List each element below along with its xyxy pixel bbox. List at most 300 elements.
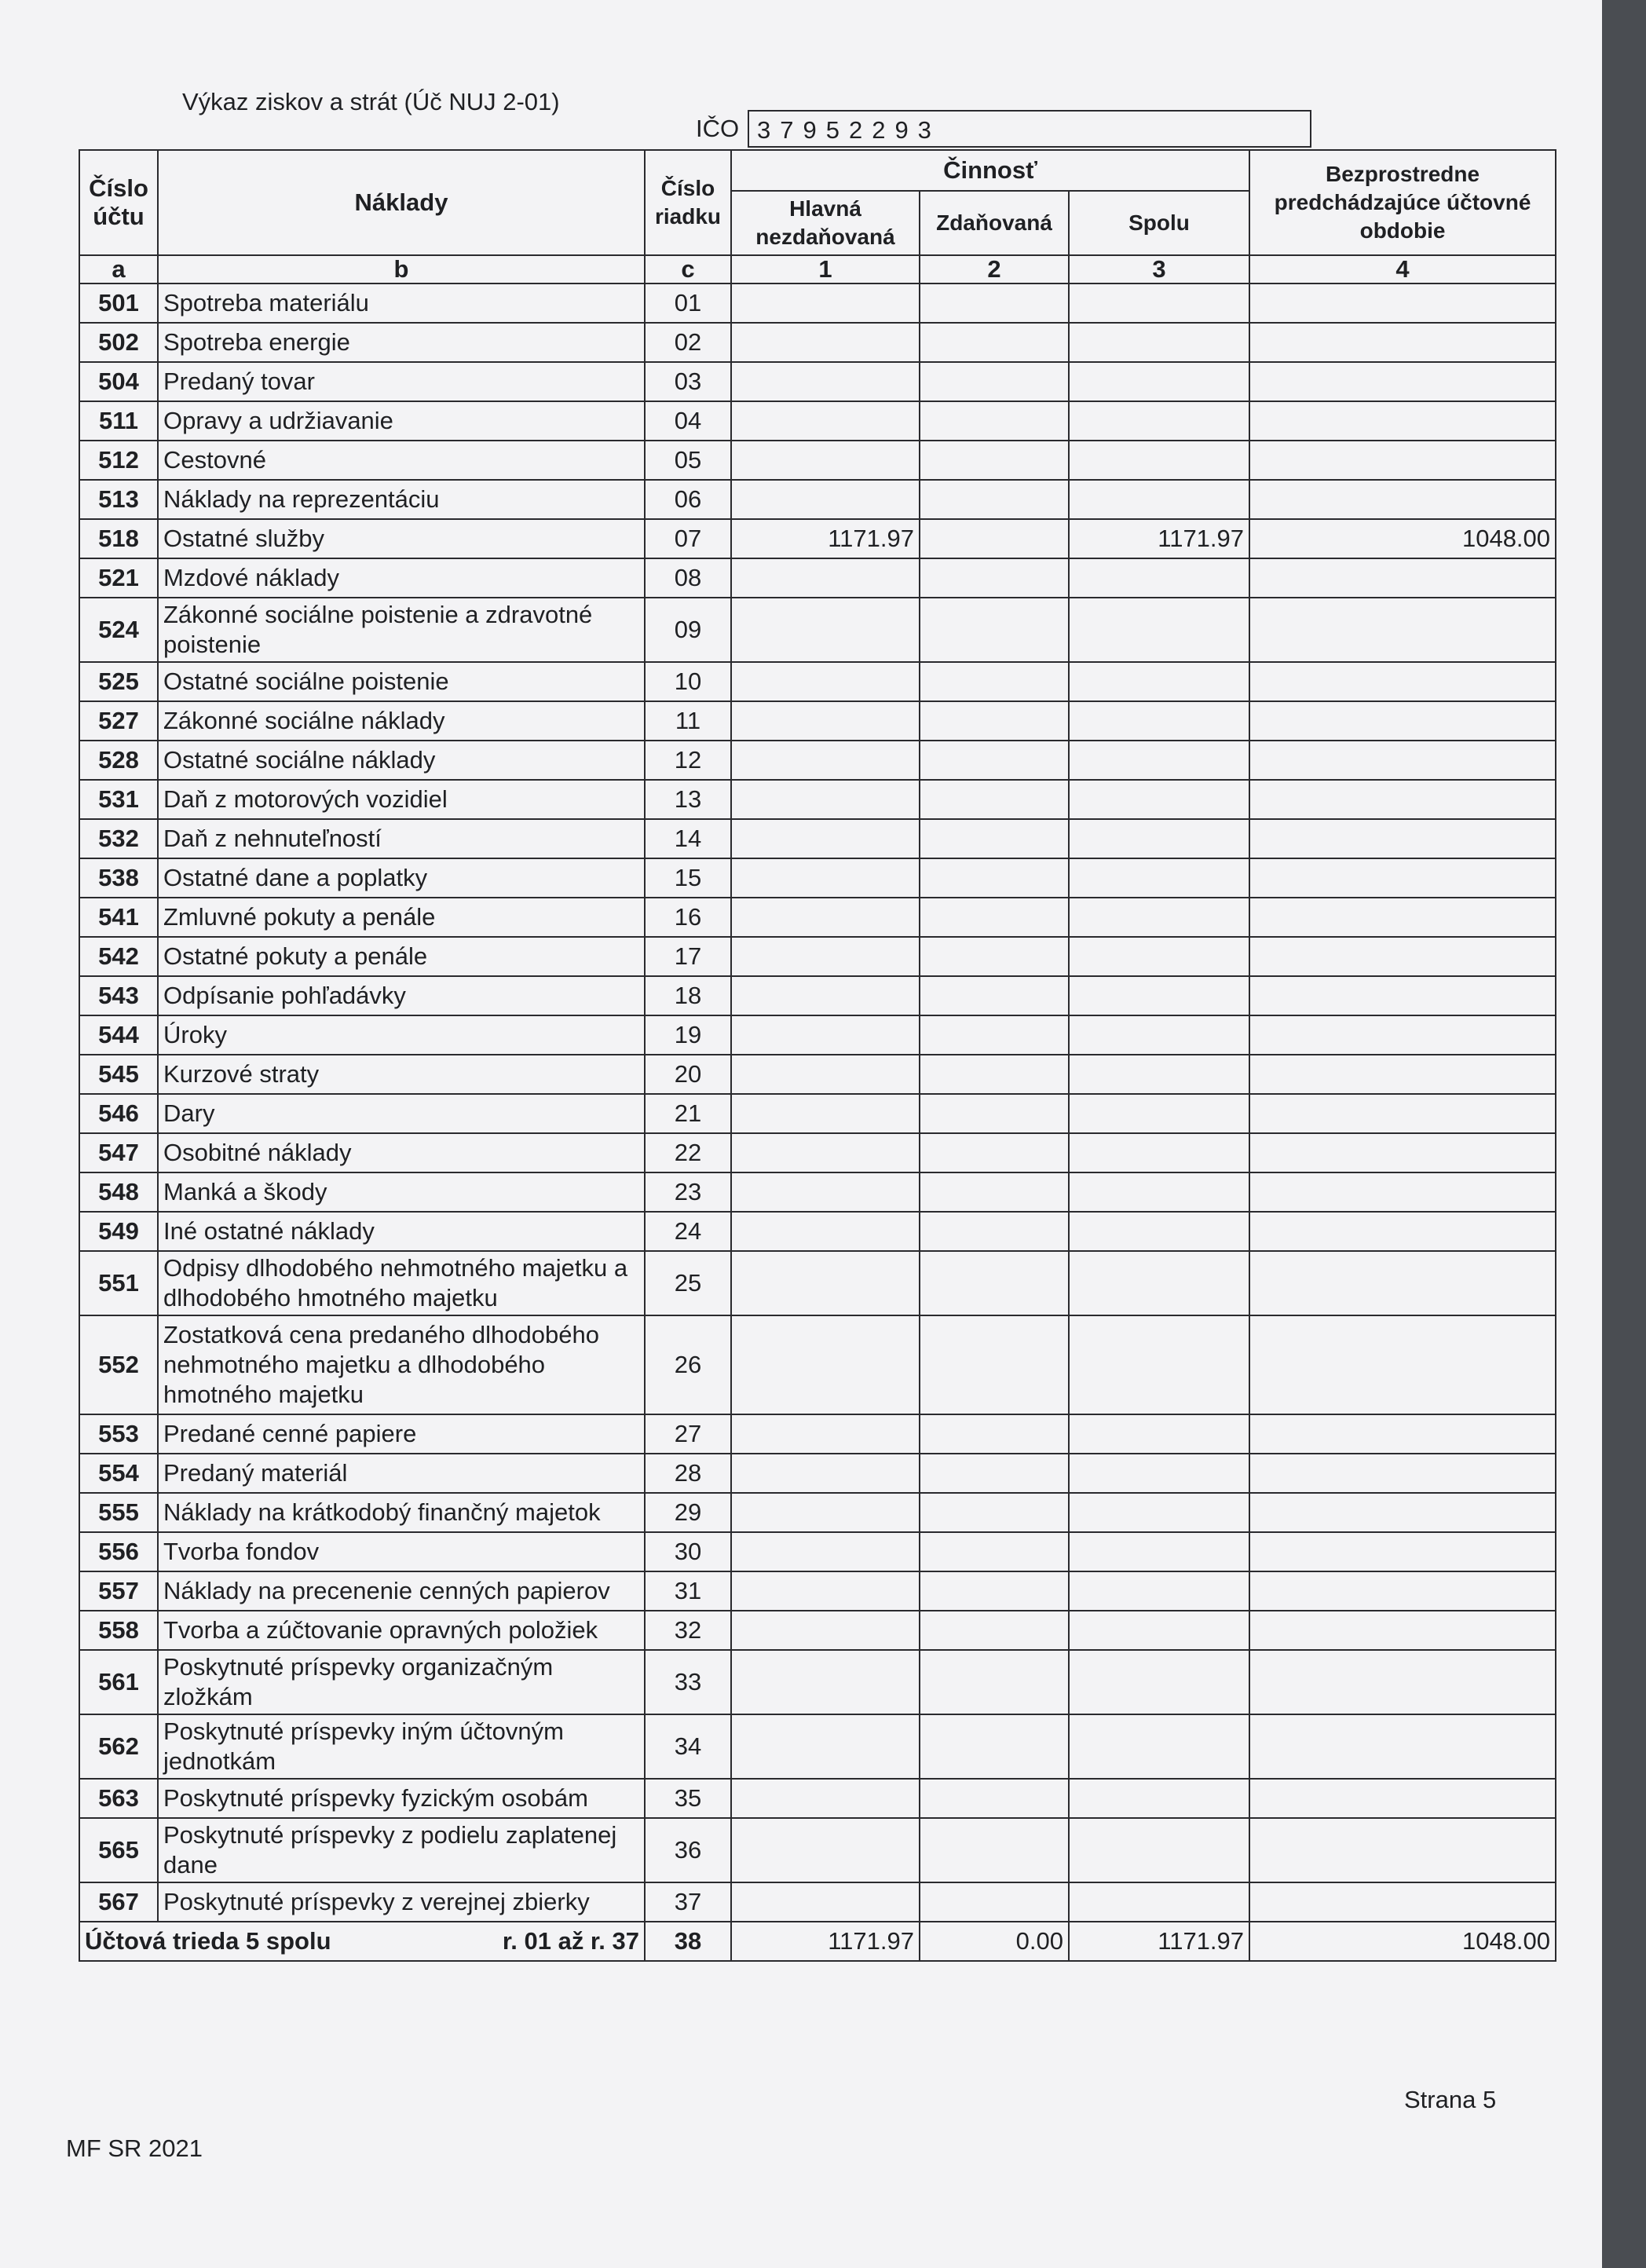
total-taxed: 0.00 — [920, 1922, 1069, 1961]
account-no-cell: 521 — [79, 558, 158, 598]
previous-value-cell — [1249, 1818, 1556, 1882]
row-no-cell: 16 — [645, 898, 731, 937]
taxed-value-cell — [920, 858, 1069, 898]
main-value-cell — [731, 898, 920, 937]
row-no-cell: 10 — [645, 662, 731, 701]
account-no-cell: 504 — [79, 362, 158, 401]
total-value-cell — [1069, 323, 1249, 362]
total-value-cell — [1069, 1493, 1249, 1532]
row-no-cell: 18 — [645, 976, 731, 1015]
total-value-cell — [1069, 858, 1249, 898]
previous-value-cell — [1249, 858, 1556, 898]
total-value-cell — [1069, 1055, 1249, 1094]
cost-name-cell: Predané cenné papiere — [158, 1414, 645, 1454]
main-value-cell — [731, 1454, 920, 1493]
taxed-value-cell — [920, 976, 1069, 1015]
main-value-cell — [731, 741, 920, 780]
cost-name-cell: Ostatné sociálne náklady — [158, 741, 645, 780]
table-row — [79, 1133, 1556, 1172]
main-value-cell — [731, 1212, 920, 1251]
account-no-cell: 531 — [79, 780, 158, 819]
taxed-value-cell — [920, 1650, 1069, 1714]
main-value-cell — [731, 662, 920, 701]
previous-value-cell — [1249, 598, 1556, 662]
row-no-cell: 14 — [645, 819, 731, 858]
previous-value-cell — [1249, 937, 1556, 976]
total-value-cell — [1069, 598, 1249, 662]
row-no-cell: 03 — [645, 362, 731, 401]
account-no-cell: 512 — [79, 441, 158, 480]
previous-value-cell — [1249, 741, 1556, 780]
previous-value-cell — [1249, 1212, 1556, 1251]
previous-value-cell — [1249, 1714, 1556, 1779]
col-num-3: 3 — [1069, 255, 1249, 284]
cost-name-cell: Ostatné služby — [158, 519, 645, 558]
col-letter-a: a — [79, 255, 158, 284]
row-no-cell: 05 — [645, 441, 731, 480]
taxed-value-cell — [920, 1055, 1069, 1094]
table-row — [79, 1532, 1556, 1571]
row-no-cell: 01 — [645, 284, 731, 323]
account-no-cell: 542 — [79, 937, 158, 976]
main-value-cell — [731, 1094, 920, 1133]
main-value-cell — [731, 1779, 920, 1818]
previous-value-cell — [1249, 1414, 1556, 1454]
row-no-cell: 15 — [645, 858, 731, 898]
table-row — [79, 362, 1556, 401]
main-value-cell — [731, 1882, 920, 1922]
previous-value-cell — [1249, 1251, 1556, 1315]
taxed-value-cell — [920, 1532, 1069, 1571]
taxed-value-cell — [920, 558, 1069, 598]
cost-name-cell: Cestovné — [158, 441, 645, 480]
main-value-cell — [731, 976, 920, 1015]
main-value-cell — [731, 1015, 920, 1055]
total-value-cell — [1069, 480, 1249, 519]
total-value-cell — [1069, 1571, 1249, 1611]
taxed-value-cell — [920, 1493, 1069, 1532]
previous-value-cell — [1249, 441, 1556, 480]
row-no-cell: 06 — [645, 480, 731, 519]
total-value-cell — [1069, 937, 1249, 976]
previous-value-cell — [1249, 1172, 1556, 1212]
total-value-cell — [1069, 898, 1249, 937]
table-row — [79, 662, 1556, 701]
taxed-value-cell — [920, 598, 1069, 662]
table-row — [79, 1493, 1556, 1532]
total-value-cell — [1069, 976, 1249, 1015]
main-value-cell — [731, 1818, 920, 1882]
taxed-value-cell — [920, 1454, 1069, 1493]
main-value-cell — [731, 780, 920, 819]
table-row — [79, 1414, 1556, 1454]
previous-value-cell — [1249, 1315, 1556, 1414]
taxed-value-cell — [920, 362, 1069, 401]
main-value-cell — [731, 1650, 920, 1714]
cost-name-cell: Ostatné pokuty a penále — [158, 937, 645, 976]
page-number: Strana 5 — [1404, 2086, 1497, 2113]
table-row — [79, 598, 1556, 662]
taxed-value-cell — [920, 898, 1069, 937]
total-value-cell — [1069, 741, 1249, 780]
total-value-cell — [1069, 780, 1249, 819]
previous-value-cell — [1249, 1055, 1556, 1094]
main-value-cell: 1171.97 — [731, 519, 920, 558]
ico-field — [748, 110, 1311, 148]
cost-name-cell: Poskytnuté príspevky z verejnej zbierky — [158, 1882, 645, 1922]
taxed-value-cell — [920, 1414, 1069, 1454]
header-main: Hlavná nezdaňovaná — [731, 191, 920, 255]
taxed-value-cell — [920, 1611, 1069, 1650]
col-letter-b: b — [158, 255, 645, 284]
row-no-cell: 35 — [645, 1779, 731, 1818]
taxed-value-cell — [920, 780, 1069, 819]
total-label-cell — [79, 1922, 645, 1961]
account-no-cell: 538 — [79, 858, 158, 898]
account-no-cell: 541 — [79, 898, 158, 937]
previous-value-cell — [1249, 284, 1556, 323]
main-value-cell — [731, 441, 920, 480]
taxed-value-cell — [920, 1015, 1069, 1055]
cost-name-cell: Opravy a udržiavanie — [158, 401, 645, 441]
account-no-cell: 543 — [79, 976, 158, 1015]
total-value-cell — [1069, 662, 1249, 701]
account-no-cell: 545 — [79, 1055, 158, 1094]
table-row — [79, 323, 1556, 362]
table-row — [79, 819, 1556, 858]
total-row-no: 38 — [645, 1922, 731, 1961]
account-no-cell: 562 — [79, 1714, 158, 1779]
table-row — [79, 701, 1556, 741]
total-value-cell — [1069, 284, 1249, 323]
cost-name-cell: Náklady na krátkodobý finančný majetok — [158, 1493, 645, 1532]
cost-name-cell: Zákonné sociálne poistenie a zdravotné poistenie — [158, 598, 645, 662]
taxed-value-cell — [920, 441, 1069, 480]
row-no-cell: 04 — [645, 401, 731, 441]
row-no-cell: 23 — [645, 1172, 731, 1212]
account-no-cell: 552 — [79, 1315, 158, 1414]
row-no-cell: 30 — [645, 1532, 731, 1571]
taxed-value-cell — [920, 323, 1069, 362]
row-no-cell: 25 — [645, 1251, 731, 1315]
table-row — [79, 858, 1556, 898]
table-row — [79, 1611, 1556, 1650]
previous-value-cell — [1249, 401, 1556, 441]
table-row — [79, 1714, 1556, 1779]
total-value-cell — [1069, 1650, 1249, 1714]
main-value-cell — [731, 362, 920, 401]
account-no-cell: 553 — [79, 1414, 158, 1454]
table-row — [79, 401, 1556, 441]
row-no-cell: 26 — [645, 1315, 731, 1414]
cost-name-cell: Iné ostatné náklady — [158, 1212, 645, 1251]
total-sum: 1171.97 — [1069, 1922, 1249, 1961]
table-row — [79, 1315, 1556, 1414]
total-value-cell — [1069, 1779, 1249, 1818]
taxed-value-cell — [920, 519, 1069, 558]
cost-name-cell: Manká a škody — [158, 1172, 645, 1212]
taxed-value-cell — [920, 937, 1069, 976]
cost-name-cell: Mzdové náklady — [158, 558, 645, 598]
table-row — [79, 1650, 1556, 1714]
total-label: Účtová trieda 5 spolu — [85, 1927, 331, 1955]
previous-value-cell — [1249, 1133, 1556, 1172]
total-value-cell — [1069, 401, 1249, 441]
main-value-cell — [731, 401, 920, 441]
main-value-cell — [731, 1251, 920, 1315]
previous-value-cell — [1249, 1493, 1556, 1532]
previous-value-cell — [1249, 1454, 1556, 1493]
main-value-cell — [731, 284, 920, 323]
account-no-cell: 548 — [79, 1172, 158, 1212]
account-no-cell: 525 — [79, 662, 158, 701]
cost-name-cell: Úroky — [158, 1015, 645, 1055]
previous-value-cell — [1249, 819, 1556, 858]
previous-value-cell — [1249, 1094, 1556, 1133]
account-no-cell: 551 — [79, 1251, 158, 1315]
account-no-cell: 532 — [79, 819, 158, 858]
header-total: Spolu — [1069, 191, 1249, 255]
total-value-cell — [1069, 1714, 1249, 1779]
main-value-cell — [731, 858, 920, 898]
cost-name-cell: Tvorba a zúčtovanie opravných položiek — [158, 1611, 645, 1650]
row-no-cell: 08 — [645, 558, 731, 598]
row-no-cell: 09 — [645, 598, 731, 662]
cost-name-cell: Zmluvné pokuty a penále — [158, 898, 645, 937]
ico-value: 37952293 — [757, 116, 941, 144]
cost-name-cell: Odpísanie pohľadávky — [158, 976, 645, 1015]
previous-value-cell — [1249, 1532, 1556, 1571]
account-no-cell: 524 — [79, 598, 158, 662]
cost-name-cell: Daň z motorových vozidiel — [158, 780, 645, 819]
table-row — [79, 1251, 1556, 1315]
total-value-cell — [1069, 1212, 1249, 1251]
col-num-4: 4 — [1249, 255, 1556, 284]
taxed-value-cell — [920, 1571, 1069, 1611]
account-no-cell: 501 — [79, 284, 158, 323]
account-no-cell: 544 — [79, 1015, 158, 1055]
account-no-cell: 556 — [79, 1532, 158, 1571]
total-value-cell — [1069, 1172, 1249, 1212]
cost-name-cell: Náklady na reprezentáciu — [158, 480, 645, 519]
account-no-cell: 546 — [79, 1094, 158, 1133]
report-title: Výkaz ziskov a strát (Úč NUJ 2-01) — [182, 88, 560, 115]
table-row — [79, 976, 1556, 1015]
main-value-cell — [731, 1414, 920, 1454]
header-taxed: Zdaňovaná — [920, 191, 1069, 255]
table-row — [79, 1172, 1556, 1212]
cost-name-cell: Poskytnuté príspevky iným účtovným jednotkám — [158, 1714, 645, 1779]
row-no-cell: 12 — [645, 741, 731, 780]
previous-value-cell — [1249, 701, 1556, 741]
taxed-value-cell — [920, 819, 1069, 858]
previous-value-cell — [1249, 1611, 1556, 1650]
cost-name-cell: Daň z nehnuteľností — [158, 819, 645, 858]
previous-value-cell — [1249, 1650, 1556, 1714]
total-value-cell — [1069, 1414, 1249, 1454]
table-row — [79, 480, 1556, 519]
cost-name-cell: Tvorba fondov — [158, 1532, 645, 1571]
table-row — [79, 937, 1556, 976]
cost-name-cell: Ostatné dane a poplatky — [158, 858, 645, 898]
account-no-cell: 547 — [79, 1133, 158, 1172]
main-value-cell — [731, 819, 920, 858]
cost-name-cell: Osobitné náklady — [158, 1133, 645, 1172]
previous-value-cell: 1048.00 — [1249, 519, 1556, 558]
account-no-cell: 549 — [79, 1212, 158, 1251]
total-value-cell — [1069, 1251, 1249, 1315]
total-value-cell — [1069, 1532, 1249, 1571]
total-value-cell — [1069, 701, 1249, 741]
total-value-cell — [1069, 1611, 1249, 1650]
row-no-cell: 13 — [645, 780, 731, 819]
account-no-cell: 558 — [79, 1611, 158, 1650]
taxed-value-cell — [920, 401, 1069, 441]
row-no-cell: 17 — [645, 937, 731, 976]
cost-name-cell: Poskytnuté príspevky z podielu zaplatenej dane — [158, 1818, 645, 1882]
total-value-cell — [1069, 558, 1249, 598]
main-value-cell — [731, 1315, 920, 1414]
previous-value-cell — [1249, 1571, 1556, 1611]
taxed-value-cell — [920, 1315, 1069, 1414]
total-value-cell — [1069, 1818, 1249, 1882]
cost-name-cell: Ostatné sociálne poistenie — [158, 662, 645, 701]
account-no-cell: 527 — [79, 701, 158, 741]
row-no-cell: 31 — [645, 1571, 731, 1611]
header-row-no: Číslo riadku — [645, 150, 731, 255]
table-row — [79, 898, 1556, 937]
row-no-cell: 29 — [645, 1493, 731, 1532]
total-value-cell — [1069, 1315, 1249, 1414]
cost-name-cell: Spotreba energie — [158, 323, 645, 362]
previous-value-cell — [1249, 558, 1556, 598]
cost-name-cell: Odpisy dlhodobého nehmotného majetku a dlhodobého hmotného majetku — [158, 1251, 645, 1315]
header-previous-period: Bezprostredne predchádzajúce účtovné obdobie — [1249, 150, 1556, 255]
main-value-cell — [731, 1611, 920, 1650]
col-num-2: 2 — [920, 255, 1069, 284]
row-no-cell: 36 — [645, 1818, 731, 1882]
table-row — [79, 741, 1556, 780]
ico-label: IČO — [696, 115, 740, 142]
previous-value-cell — [1249, 480, 1556, 519]
previous-value-cell — [1249, 662, 1556, 701]
previous-value-cell — [1249, 1015, 1556, 1055]
main-value-cell — [731, 1714, 920, 1779]
total-value-cell — [1069, 441, 1249, 480]
row-no-cell: 24 — [645, 1212, 731, 1251]
taxed-value-cell — [920, 741, 1069, 780]
row-no-cell: 07 — [645, 519, 731, 558]
cost-name-cell: Predaný tovar — [158, 362, 645, 401]
header-costs: Náklady — [158, 150, 645, 255]
table-row — [79, 1779, 1556, 1818]
row-no-cell: 21 — [645, 1094, 731, 1133]
main-value-cell — [731, 1571, 920, 1611]
account-no-cell: 563 — [79, 1779, 158, 1818]
total-value-cell — [1069, 1094, 1249, 1133]
cost-name-cell: Zostatková cena predaného dlhodobého nehmotného majetku a dlhodobého hmotného majetku — [158, 1315, 645, 1414]
account-no-cell: 518 — [79, 519, 158, 558]
total-value-cell — [1069, 1015, 1249, 1055]
taxed-value-cell — [920, 1212, 1069, 1251]
account-no-cell: 557 — [79, 1571, 158, 1611]
account-no-cell: 565 — [79, 1818, 158, 1882]
row-no-cell: 11 — [645, 701, 731, 741]
main-value-cell — [731, 1133, 920, 1172]
main-value-cell — [731, 558, 920, 598]
main-value-cell — [731, 480, 920, 519]
previous-value-cell — [1249, 1882, 1556, 1922]
main-value-cell — [731, 1532, 920, 1571]
cost-name-cell: Poskytnuté príspevky organizačným zložkám — [158, 1650, 645, 1714]
main-value-cell — [731, 323, 920, 362]
previous-value-cell — [1249, 898, 1556, 937]
cost-name-cell: Kurzové straty — [158, 1055, 645, 1094]
row-no-cell: 28 — [645, 1454, 731, 1493]
main-value-cell — [731, 598, 920, 662]
cost-name-cell: Zákonné sociálne náklady — [158, 701, 645, 741]
previous-value-cell — [1249, 976, 1556, 1015]
previous-value-cell — [1249, 323, 1556, 362]
table-row — [79, 441, 1556, 480]
row-no-cell: 19 — [645, 1015, 731, 1055]
row-no-cell: 33 — [645, 1650, 731, 1714]
table-row — [79, 519, 1556, 558]
previous-value-cell — [1249, 1779, 1556, 1818]
total-value-cell: 1171.97 — [1069, 519, 1249, 558]
taxed-value-cell — [920, 1133, 1069, 1172]
table-row — [79, 1454, 1556, 1493]
row-no-cell: 27 — [645, 1414, 731, 1454]
taxed-value-cell — [920, 701, 1069, 741]
total-previous: 1048.00 — [1249, 1922, 1556, 1961]
table-row — [79, 284, 1556, 323]
total-value-cell — [1069, 1454, 1249, 1493]
account-no-cell: 511 — [79, 401, 158, 441]
total-value-cell — [1069, 1133, 1249, 1172]
total-value-cell — [1069, 819, 1249, 858]
total-value-cell — [1069, 1882, 1249, 1922]
account-no-cell: 554 — [79, 1454, 158, 1493]
row-no-cell: 20 — [645, 1055, 731, 1094]
taxed-value-cell — [920, 1714, 1069, 1779]
account-no-cell: 561 — [79, 1650, 158, 1714]
main-value-cell — [731, 1055, 920, 1094]
form-edition: MF SR 2021 — [66, 2134, 203, 2162]
main-value-cell — [731, 937, 920, 976]
col-num-1: 1 — [731, 255, 920, 284]
header-account-no: Číslo účtu — [79, 150, 158, 255]
table-row — [79, 1212, 1556, 1251]
account-no-cell: 502 — [79, 323, 158, 362]
cost-name-cell: Dary — [158, 1094, 645, 1133]
row-no-cell: 34 — [645, 1714, 731, 1779]
main-value-cell — [731, 701, 920, 741]
previous-value-cell — [1249, 362, 1556, 401]
header-activity: Činnosť — [731, 150, 1249, 191]
cost-name-cell: Predaný materiál — [158, 1454, 645, 1493]
account-no-cell: 567 — [79, 1882, 158, 1922]
table-row — [79, 1818, 1556, 1882]
total-main: 1171.97 — [731, 1922, 920, 1961]
table-row — [79, 1882, 1556, 1922]
taxed-value-cell — [920, 1094, 1069, 1133]
taxed-value-cell — [920, 662, 1069, 701]
table-row — [79, 780, 1556, 819]
table-row — [79, 1055, 1556, 1094]
cost-table — [79, 149, 1556, 1962]
taxed-value-cell — [920, 480, 1069, 519]
